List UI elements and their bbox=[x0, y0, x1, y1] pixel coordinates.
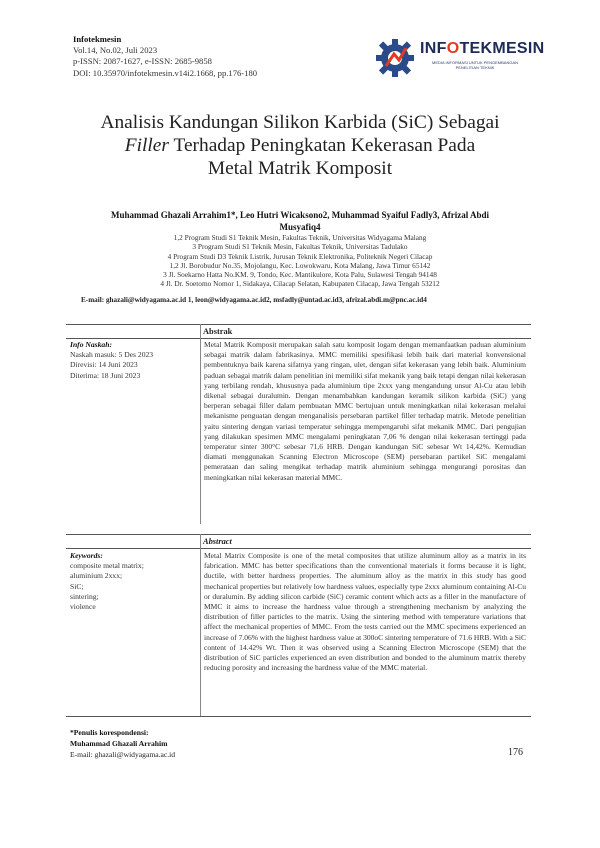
divider bbox=[66, 534, 531, 535]
abstract-heading: Abstract bbox=[203, 537, 232, 546]
affiliation: 4 Jl. Dr. Soetomo Nomor 1, Sidakaya, Cilacap Selatan, Kabupaten Cilacap, Jawa Tengah 53212 bbox=[160, 279, 440, 289]
journal-logo bbox=[372, 36, 545, 82]
keyword: violence bbox=[70, 602, 96, 612]
accepted-date: Diterima: 18 Juni 2023 bbox=[70, 370, 141, 380]
column-divider bbox=[200, 534, 201, 716]
column-divider bbox=[200, 324, 201, 524]
abstrak-body: Metal Matrik Komposit merupakan salah satu komposit logam dengan memanfaatkan paduan aluminium sebagai matrik dalam fabrikasinya. MMC memiliki spesifikasi lebih baik dari material konvensional pembentuknya baik karena sifatnya yang ringan, ulet, dengan sifat kekerasan yang lebih baik. Aluminium paduan sebagai matrik dalam penelitian ini memiliki sifat mekanik yang baik tetapi dengan nilai kekerasan yang terbilang rendah, khususnya pada aluminium tipe 2xxx yang mengandung unsur Al-Cu atau lebih dikenal sebagai duralumin. Dengan menambahkan kandungan keramik silikon karbida (SiC) yang berperan sebagai filler dalam pembuatan MMC bertujuan untuk meningkatkan nilai kekerasan melalui mekanisme penguatan dengan menganalisis persebaran partikel filler terhadap matrik. Metode penelitian yaitu sintering dengan variasi temperatur sehingga mempengaruhi sifat mekanik MMC. Dari pengujian yang dilakukan spesimen MMC mengalami peningkatan 7,06 % dengan nilai kekerasan tertinggi pada temperatur sinter 300°C sebesar 71,6 HRB. Dengan kandungan SiC sebesar Wt 14,42%. Kemudian diamati menggunakan Scanning Electron Microscope (SEM) persebaran partikel SiC mengalami pemerataan dan saling mengikat terhadap matrik aluminium sehingga mengurangi porositas dan meningkatkan nilai kekerasan material MMC. bbox=[204, 340, 526, 482]
journal-volume: Vol.14, No.02, Juli 2023 bbox=[73, 45, 158, 56]
keywords-label: Keywords: bbox=[70, 551, 103, 560]
logo-brand: INFOTEKMESIN bbox=[420, 40, 545, 57]
paper-title: Analisis Kandungan Silikon Karbida (SiC) Sebagai Filler Terhadap Peningkatan Kekerasan Pada Metal Matrik Komposit bbox=[100, 112, 500, 179]
keyword: aluminium 2xxx; bbox=[70, 571, 123, 581]
keywords bbox=[70, 551, 144, 612]
correspondence-label: *Penulis korespondensi: bbox=[70, 728, 149, 737]
keyword: SiC; bbox=[70, 581, 84, 591]
corresponding-author bbox=[70, 727, 175, 760]
divider bbox=[66, 548, 531, 549]
affiliation: 3 Jl. Soekarno Hatta No.KM. 9, Tondo, Kec. Mantikulore, Kota Palu, Sulawesi Tengah 94148 bbox=[163, 270, 437, 280]
divider bbox=[66, 716, 531, 717]
article-info bbox=[70, 340, 153, 381]
divider bbox=[66, 324, 531, 325]
abstrak-heading: Abstrak bbox=[203, 327, 233, 336]
affiliations bbox=[60, 233, 540, 289]
affiliation: 1,2 Jl. Borobudur No.35, Mojolangu, Kec. Lowokwaru, Kota Malang, Jawa Timur 65142 bbox=[169, 260, 431, 270]
journal-issn: p-ISSN: 2087-1627, e-ISSN: 2685-9858 bbox=[73, 56, 212, 67]
page-number: 176 bbox=[508, 747, 523, 758]
correspondence-email[interactable]: E-mail: ghazali@widyagama.ac.id bbox=[70, 750, 176, 759]
logo-tagline: MEDIA INFORMASI UNTUK PENGEMBANGAN PENELITIAN TEKNIK bbox=[431, 60, 518, 70]
keyword: composite metal matrix; bbox=[70, 561, 144, 571]
gear-icon bbox=[372, 36, 418, 80]
info-label: Info Naskah: bbox=[70, 340, 112, 349]
revised-date: Direvisi: 14 Juni 2023 bbox=[70, 360, 138, 370]
affiliation: 1,2 Program Studi S1 Teknik Mesin, Fakultas Teknik, Universitas Widyagama Malang bbox=[173, 233, 427, 242]
journal-name: Infotekmesin bbox=[73, 34, 122, 44]
correspondence-name: Muhammad Ghazali Arrahim bbox=[70, 739, 168, 748]
author-emails[interactable]: E-mail: ghazali@widyagama.ac.id 1, leon@widyagama.ac.id2, msfadly@untad.ac.id3, afrizal.abdi.m@pnc.ac.id4 bbox=[81, 296, 427, 304]
journal-doi[interactable]: DOI: 10.35970/infotekmesin.v14i2.1668, pp.176-180 bbox=[73, 67, 258, 78]
affiliation: 4 Program Studi D3 Teknik Listrik, Jurusan Teknik Elektronika, Politeknik Negeri Cilacap bbox=[167, 251, 433, 261]
divider bbox=[66, 338, 531, 339]
journal-header bbox=[73, 34, 257, 79]
abstract-body: Metal Matrix Composite is one of the metal composites that utilize aluminum alloy as a matrix in its fabrication. MMC has better specifications than the conventional materials it forms because it is light, ductile, with better hardness properties. The aluminum alloy as the matrix in this study has good mechanical properties but relatively low hardness values, especially type 2xxx aluminum containing Al-Cu or duralumin. By adding silicon carbide (SiC) ceramic content which acts as a filler in the manufacture of MMC it aims to increase the hardness value through a strengthening mechanism by analyzing the distribution of filler particles to the matrix. Using the sintering method with temperature variations that affect the mechanical properties of MMC. From the tests carried out the MMC specimens experienced an increase of 7.06% with the highest hardness value at 300oC sintering temperature of 71.6 HRB. With a SiC content of 14.42% Wt. Then it was observed using a Scanning Electron Microscope (SEM) that the distribution of SiC particles experienced an even distribution and bonded to the aluminum matrix thereby reducing porosity and increasing the hardness value of the MMC material. bbox=[204, 551, 526, 673]
received-date: Naskah masuk: 5 Des 2023 bbox=[70, 350, 154, 360]
author-list: Muhammad Ghazali Arrahim1*, Leo Hutri Wicaksono2, Muhammad Syaiful Fadly3, Afrizal Abdi Musyafiq4 bbox=[111, 210, 489, 232]
keyword: sintering; bbox=[70, 591, 99, 601]
affiliation: 3 Program Studi S1 Teknik Mesin, Fakultas Teknik, Universitas Tadulako bbox=[192, 242, 408, 252]
